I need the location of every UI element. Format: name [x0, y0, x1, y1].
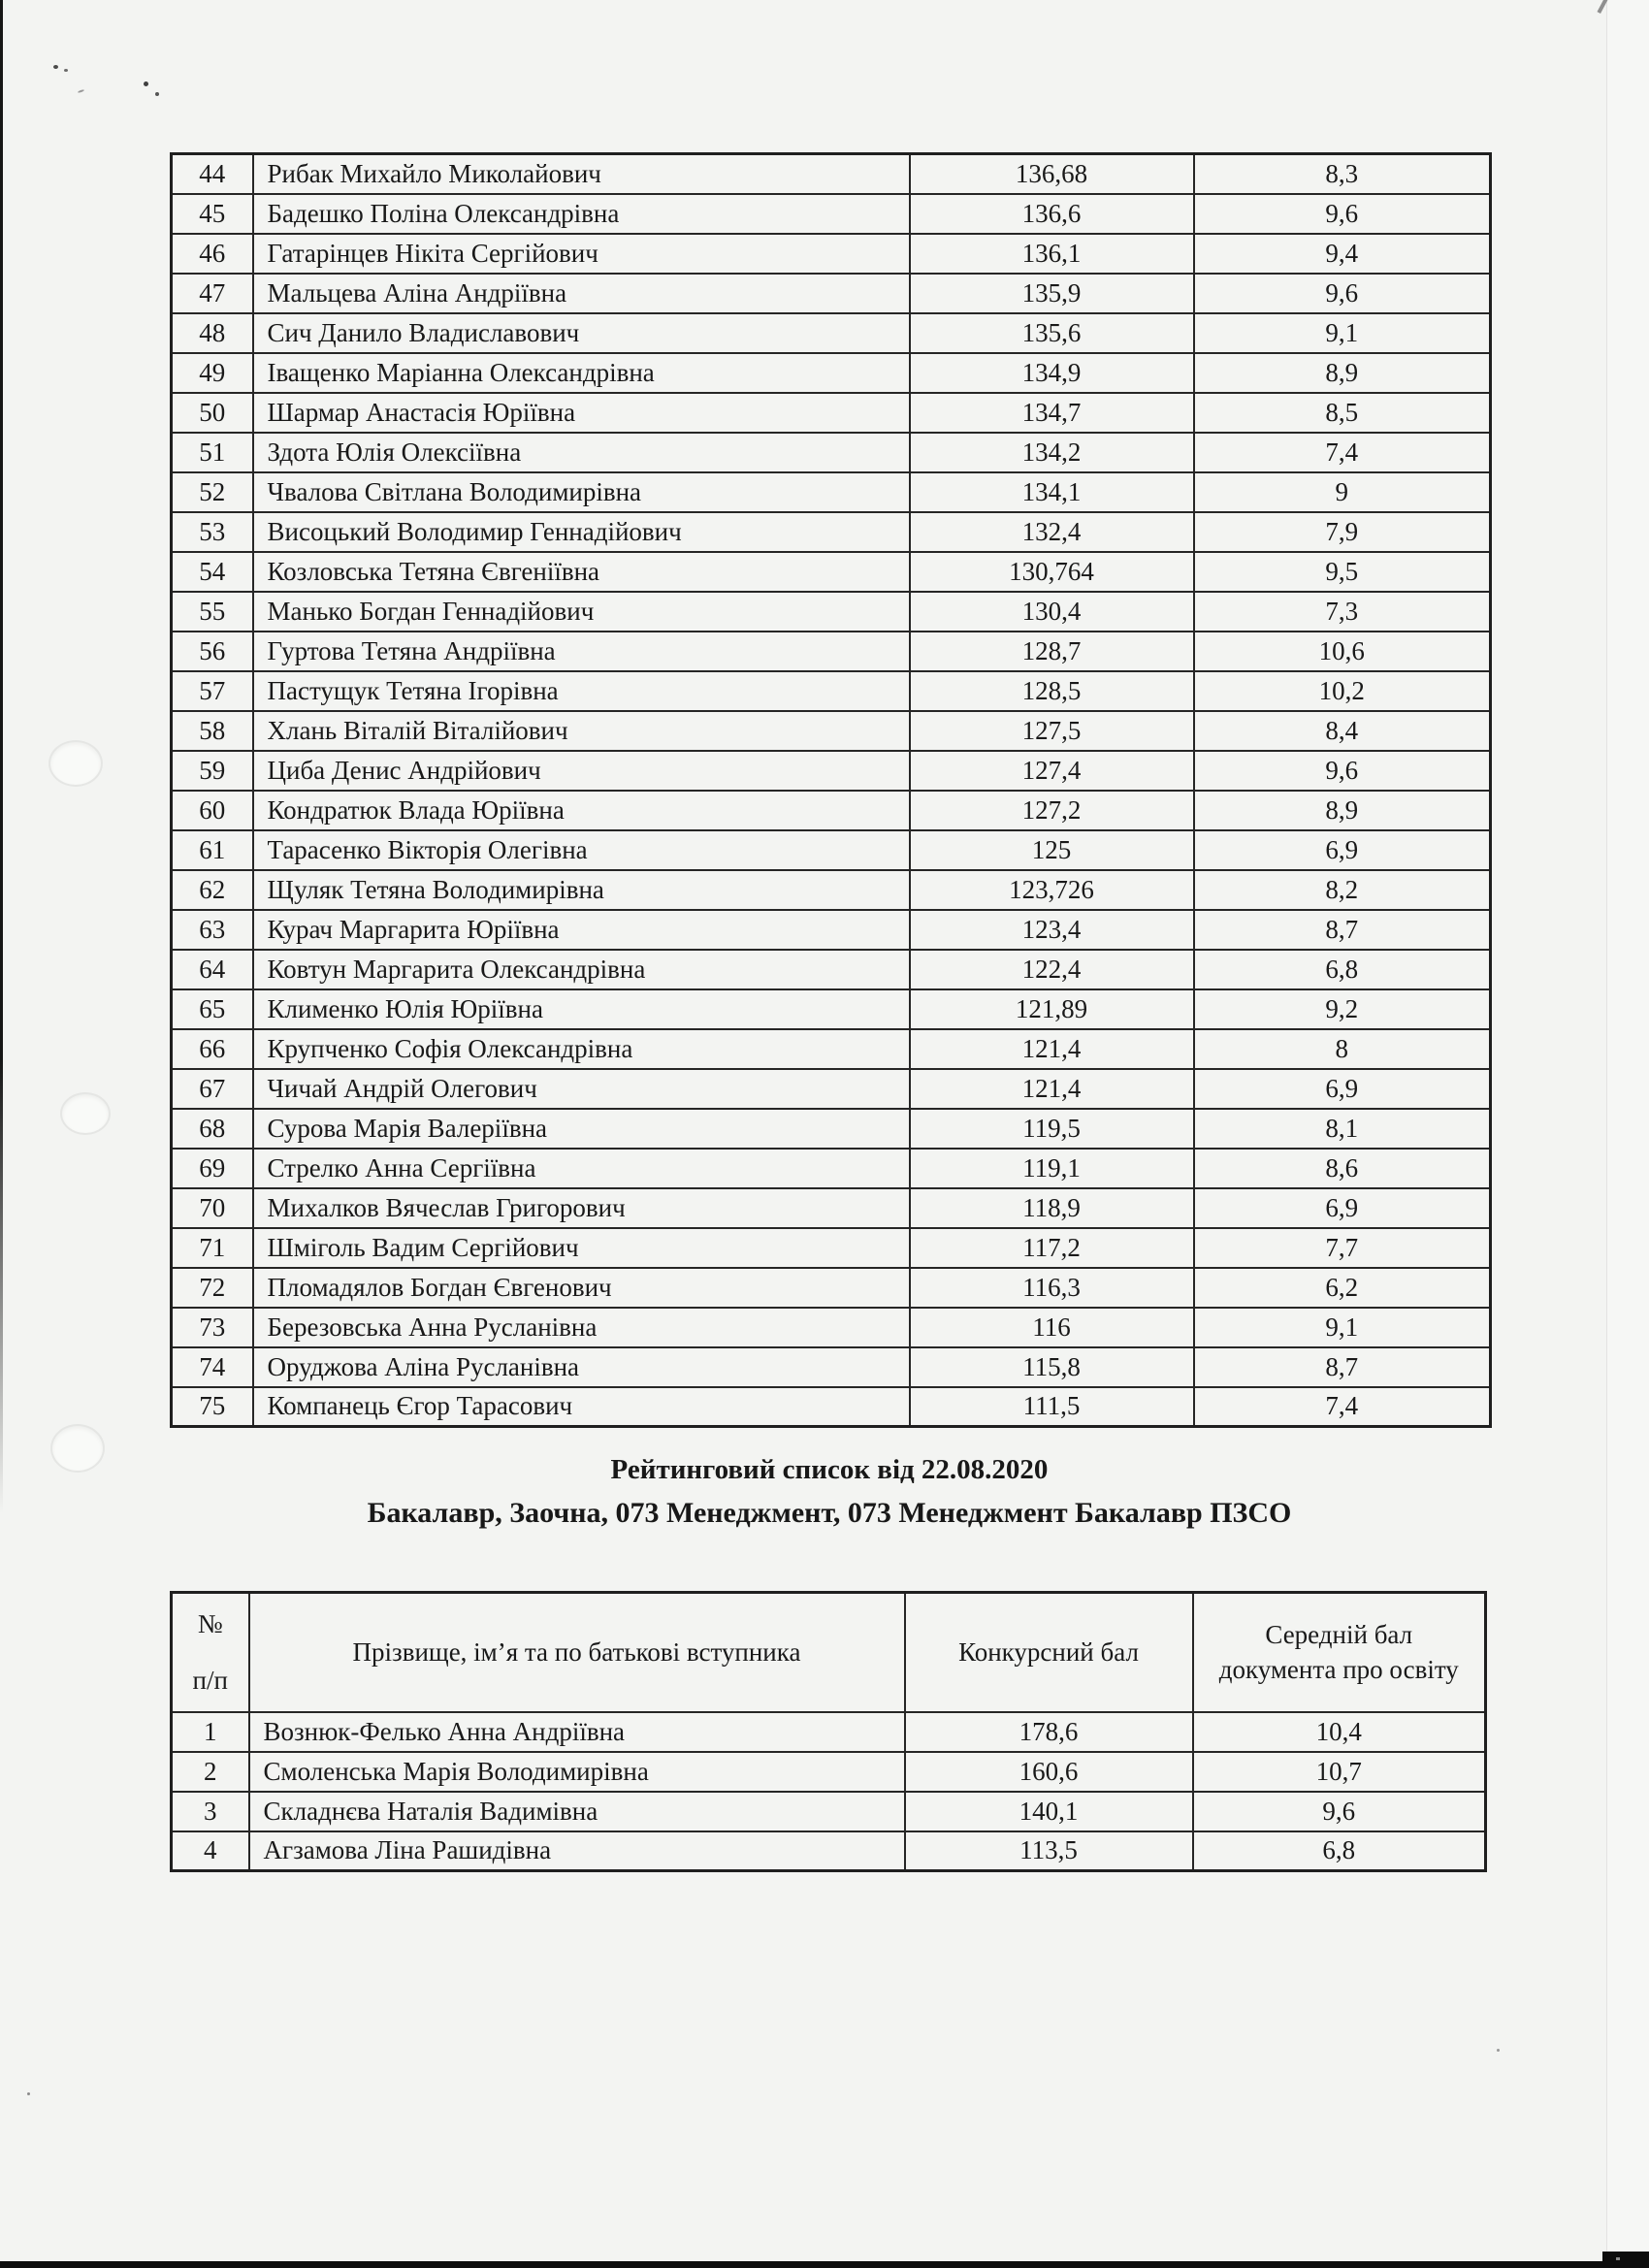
hole-punch	[52, 1426, 103, 1471]
name-cell: Складнєва Наталія Вадимівна	[249, 1792, 905, 1831]
name-cell: Щуляк Тетяна Володимирівна	[253, 870, 910, 910]
name-cell: Гуртова Тетяна Андріївна	[253, 632, 910, 671]
avg-score-cell: 6,8	[1193, 1831, 1486, 1871]
table-row	[172, 1268, 1491, 1308]
name-cell: Курач Маргарита Юріївна	[253, 910, 910, 950]
header-cell-name: Прізвище, ім’я та по батькові вступника	[249, 1593, 905, 1712]
score-cell: 135,6	[910, 313, 1194, 353]
table-row	[172, 791, 1491, 830]
score-cell: 128,7	[910, 632, 1194, 671]
name-cell: Кондратюк Влада Юріївна	[253, 791, 910, 830]
rank-cell: 63	[172, 910, 253, 950]
table-row	[172, 910, 1491, 950]
table-row	[172, 1109, 1491, 1149]
rank-cell: 64	[172, 950, 253, 989]
rank-cell: 49	[172, 353, 253, 393]
avg-score-cell: 8,3	[1194, 154, 1491, 194]
scan-speck	[27, 2092, 30, 2095]
score-cell: 111,5	[910, 1387, 1194, 1427]
rank-cell: 4	[172, 1831, 249, 1871]
name-cell: Пломадялов Богдан Євгенович	[253, 1268, 910, 1308]
score-cell: 134,7	[910, 393, 1194, 433]
name-cell: Висоцький Володимир Геннадійович	[253, 512, 910, 552]
avg-score-cell: 10,7	[1193, 1752, 1486, 1792]
avg-score-cell: 10,6	[1194, 632, 1491, 671]
table-row	[172, 313, 1491, 353]
name-cell: Агзамова Ліна Рашидівна	[249, 1831, 905, 1871]
table-row	[172, 671, 1491, 711]
score-cell: 136,68	[910, 154, 1194, 194]
avg-score-cell: 6,8	[1194, 950, 1491, 989]
score-cell: 113,5	[905, 1831, 1193, 1871]
name-cell: Сурова Марія Валеріївна	[253, 1109, 910, 1149]
scan-corner-dot	[1616, 2257, 1620, 2260]
avg-score-cell: 7,4	[1194, 433, 1491, 472]
table-row	[172, 393, 1491, 433]
rank-cell: 45	[172, 194, 253, 234]
avg-score-cell: 8,7	[1194, 1347, 1491, 1387]
score-cell: 117,2	[910, 1228, 1194, 1268]
avg-score-cell: 6,2	[1194, 1268, 1491, 1308]
rank-cell: 70	[172, 1188, 253, 1228]
name-cell: Сич Данило Владиславович	[253, 313, 910, 353]
rank-cell: 60	[172, 791, 253, 830]
avg-score-cell: 10,2	[1194, 671, 1491, 711]
ranking-table-bachelor-zaochna	[170, 1591, 1487, 1872]
paper-right-edge	[1606, 0, 1649, 2268]
name-cell: Стрелко Анна Сергіївна	[253, 1149, 910, 1188]
rank-cell: 75	[172, 1387, 253, 1427]
table-row	[172, 1228, 1491, 1268]
avg-score-cell: 8,4	[1194, 711, 1491, 751]
avg-score-cell: 8,6	[1194, 1149, 1491, 1188]
table-row	[172, 234, 1491, 274]
table-row	[172, 1387, 1491, 1427]
rank-cell: 53	[172, 512, 253, 552]
scan-speck	[78, 89, 84, 93]
avg-score-cell: 8,5	[1194, 393, 1491, 433]
avg-score-cell: 7,9	[1194, 512, 1491, 552]
avg-score-cell: 9,1	[1194, 313, 1491, 353]
name-cell: Циба Денис Андрійович	[253, 751, 910, 791]
avg-score-cell: 9,1	[1194, 1308, 1491, 1347]
score-cell: 122,4	[910, 950, 1194, 989]
header-number-bottom: п/п	[192, 1666, 228, 1696]
table-row	[172, 1188, 1491, 1228]
rank-cell: 56	[172, 632, 253, 671]
rank-cell: 58	[172, 711, 253, 751]
table-row	[172, 552, 1491, 592]
avg-score-cell: 7,3	[1194, 592, 1491, 632]
table-row	[172, 751, 1491, 791]
score-cell: 123,726	[910, 870, 1194, 910]
rank-cell: 50	[172, 393, 253, 433]
score-cell: 125	[910, 830, 1194, 870]
score-cell: 130,764	[910, 552, 1194, 592]
score-cell: 116,3	[910, 1268, 1194, 1308]
score-cell: 121,4	[910, 1029, 1194, 1069]
name-cell: Чвалова Світлана Володимирівна	[253, 472, 910, 512]
avg-score-cell: 8,1	[1194, 1109, 1491, 1149]
table-row	[172, 830, 1491, 870]
rank-cell: 1	[172, 1712, 249, 1752]
score-cell: 134,2	[910, 433, 1194, 472]
rank-cell: 54	[172, 552, 253, 592]
scan-speck	[1497, 2049, 1500, 2052]
scan-speck	[53, 65, 58, 69]
name-cell: Вознюк-Фелько Анна Андріївна	[249, 1712, 905, 1752]
table-row	[172, 472, 1491, 512]
rank-cell: 62	[172, 870, 253, 910]
name-cell: Рибак Михайло Миколайович	[253, 154, 910, 194]
table-row	[172, 433, 1491, 472]
score-cell: 128,5	[910, 671, 1194, 711]
rank-cell: 44	[172, 154, 253, 194]
section-titles	[170, 1455, 1489, 1529]
table-row	[172, 1149, 1491, 1188]
name-cell: Ковтун Маргарита Олександрівна	[253, 950, 910, 989]
avg-score-cell: 6,9	[1194, 1188, 1491, 1228]
ranking-list-title: Рейтинговий список від 22.08.2020	[610, 1454, 1049, 1485]
rank-cell: 71	[172, 1228, 253, 1268]
table-row	[172, 950, 1491, 989]
header-number-top: №	[197, 1608, 223, 1638]
table-row	[172, 632, 1491, 671]
scan-edge-left	[0, 0, 3, 1513]
name-cell: Компанець Єгор Тарасович	[253, 1387, 910, 1427]
score-cell: 116	[910, 1308, 1194, 1347]
name-cell: Шміголь Вадим Сергійович	[253, 1228, 910, 1268]
header-cell-avg: Середній бал документа про освіту	[1193, 1593, 1486, 1712]
table-row	[172, 1792, 1486, 1831]
rank-cell: 73	[172, 1308, 253, 1347]
hole-punch	[62, 1094, 109, 1133]
name-cell: Іващенко Маріанна Олександрівна	[253, 353, 910, 393]
avg-score-cell: 9,6	[1193, 1792, 1486, 1831]
avg-score-cell: 8,9	[1194, 353, 1491, 393]
rank-cell: 48	[172, 313, 253, 353]
score-cell: 134,9	[910, 353, 1194, 393]
scan-corner-mark	[1602, 2252, 1649, 2268]
rank-cell: 59	[172, 751, 253, 791]
rank-cell: 68	[172, 1109, 253, 1149]
table-row	[172, 870, 1491, 910]
score-cell: 136,1	[910, 234, 1194, 274]
table-row	[172, 1831, 1486, 1871]
scan-speck	[144, 81, 148, 86]
name-cell: Смоленська Марія Володимирівна	[249, 1752, 905, 1792]
scan-edge-bottom	[0, 2261, 1649, 2268]
score-cell: 160,6	[905, 1752, 1193, 1792]
table-row	[172, 1752, 1486, 1792]
avg-score-cell: 7,4	[1194, 1387, 1491, 1427]
name-cell: Манько Богдан Геннадійович	[253, 592, 910, 632]
score-cell: 127,2	[910, 791, 1194, 830]
rank-cell: 47	[172, 274, 253, 313]
table-row	[172, 512, 1491, 552]
rank-cell: 57	[172, 671, 253, 711]
avg-score-cell: 9,6	[1194, 274, 1491, 313]
name-cell: Мальцева Аліна Андріївна	[253, 274, 910, 313]
rank-cell: 66	[172, 1029, 253, 1069]
rank-cell: 72	[172, 1268, 253, 1308]
rank-cell: 65	[172, 989, 253, 1029]
score-cell: 123,4	[910, 910, 1194, 950]
name-cell: Березовська Анна Русланівна	[253, 1308, 910, 1347]
table-row	[172, 1069, 1491, 1109]
score-cell: 121,4	[910, 1069, 1194, 1109]
avg-score-cell: 10,4	[1193, 1712, 1486, 1752]
name-cell: Тарасенко Вікторія Олегівна	[253, 830, 910, 870]
ranking-table-rows-44-75	[170, 152, 1492, 1428]
name-cell: Клименко Юлія Юріївна	[253, 989, 910, 1029]
table-row	[172, 1347, 1491, 1387]
table-row	[172, 1029, 1491, 1069]
avg-score-cell: 7,7	[1194, 1228, 1491, 1268]
name-cell: Гатарінцев Нікіта Сергійович	[253, 234, 910, 274]
score-cell: 130,4	[910, 592, 1194, 632]
score-cell: 119,1	[910, 1149, 1194, 1188]
header-cell-score: Конкурсний бал	[905, 1593, 1193, 1712]
header-cell-number	[172, 1593, 249, 1712]
name-cell: Козловська Тетяна Євгеніївна	[253, 552, 910, 592]
rank-cell: 74	[172, 1347, 253, 1387]
score-cell: 136,6	[910, 194, 1194, 234]
name-cell: Бадешко Поліна Олександрівна	[253, 194, 910, 234]
score-cell: 132,4	[910, 512, 1194, 552]
rank-cell: 55	[172, 592, 253, 632]
avg-score-cell: 9,5	[1194, 552, 1491, 592]
avg-score-cell: 9,6	[1194, 751, 1491, 791]
table-row	[172, 1712, 1486, 1752]
rank-cell: 2	[172, 1752, 249, 1792]
score-cell: 127,5	[910, 711, 1194, 751]
avg-score-cell: 6,9	[1194, 1069, 1491, 1109]
name-cell: Михалков Вячеслав Григорович	[253, 1188, 910, 1228]
score-cell: 140,1	[905, 1792, 1193, 1831]
table-row	[172, 592, 1491, 632]
scan-speck	[155, 92, 159, 96]
name-cell: Пастущук Тетяна Ігорівна	[253, 671, 910, 711]
table-header-row	[172, 1593, 1486, 1712]
avg-score-cell: 9,2	[1194, 989, 1491, 1029]
name-cell: Крупченко Софія Олександрівна	[253, 1029, 910, 1069]
avg-score-cell: 9,4	[1194, 234, 1491, 274]
name-cell: Хлань Віталій Віталійович	[253, 711, 910, 751]
avg-score-cell: 9,6	[1194, 194, 1491, 234]
rank-cell: 3	[172, 1792, 249, 1831]
name-cell: Шармар Анастасія Юріївна	[253, 393, 910, 433]
avg-score-cell: 6,9	[1194, 830, 1491, 870]
avg-score-cell: 8,2	[1194, 870, 1491, 910]
table-row	[172, 1308, 1491, 1347]
rank-cell: 69	[172, 1149, 253, 1188]
avg-score-cell: 9	[1194, 472, 1491, 512]
score-cell: 118,9	[910, 1188, 1194, 1228]
avg-score-cell: 8,9	[1194, 791, 1491, 830]
score-cell: 135,9	[910, 274, 1194, 313]
score-cell: 119,5	[910, 1109, 1194, 1149]
table-row	[172, 274, 1491, 313]
rank-cell: 52	[172, 472, 253, 512]
rank-cell: 61	[172, 830, 253, 870]
scan-speck	[64, 69, 68, 72]
avg-score-cell: 8	[1194, 1029, 1491, 1069]
table-row	[172, 154, 1491, 194]
table-row	[172, 989, 1491, 1029]
name-cell: Чичай Андрій Олегович	[253, 1069, 910, 1109]
score-cell: 121,89	[910, 989, 1194, 1029]
score-cell: 115,8	[910, 1347, 1194, 1387]
hole-punch	[50, 742, 101, 785]
table-row	[172, 711, 1491, 751]
rank-cell: 46	[172, 234, 253, 274]
name-cell: Здота Юлія Олексіївна	[253, 433, 910, 472]
rank-cell: 67	[172, 1069, 253, 1109]
ranking-list-subtitle: Бакалавр, Заочна, 073 Менеджмент, 073 Менеджмент Бакалавр ПЗСО	[367, 1496, 1292, 1529]
score-cell: 178,6	[905, 1712, 1193, 1752]
score-cell: 134,1	[910, 472, 1194, 512]
score-cell: 127,4	[910, 751, 1194, 791]
table-row	[172, 353, 1491, 393]
rank-cell: 51	[172, 433, 253, 472]
table-row	[172, 194, 1491, 234]
name-cell: Оруджова Аліна Русланівна	[253, 1347, 910, 1387]
avg-score-cell: 8,7	[1194, 910, 1491, 950]
